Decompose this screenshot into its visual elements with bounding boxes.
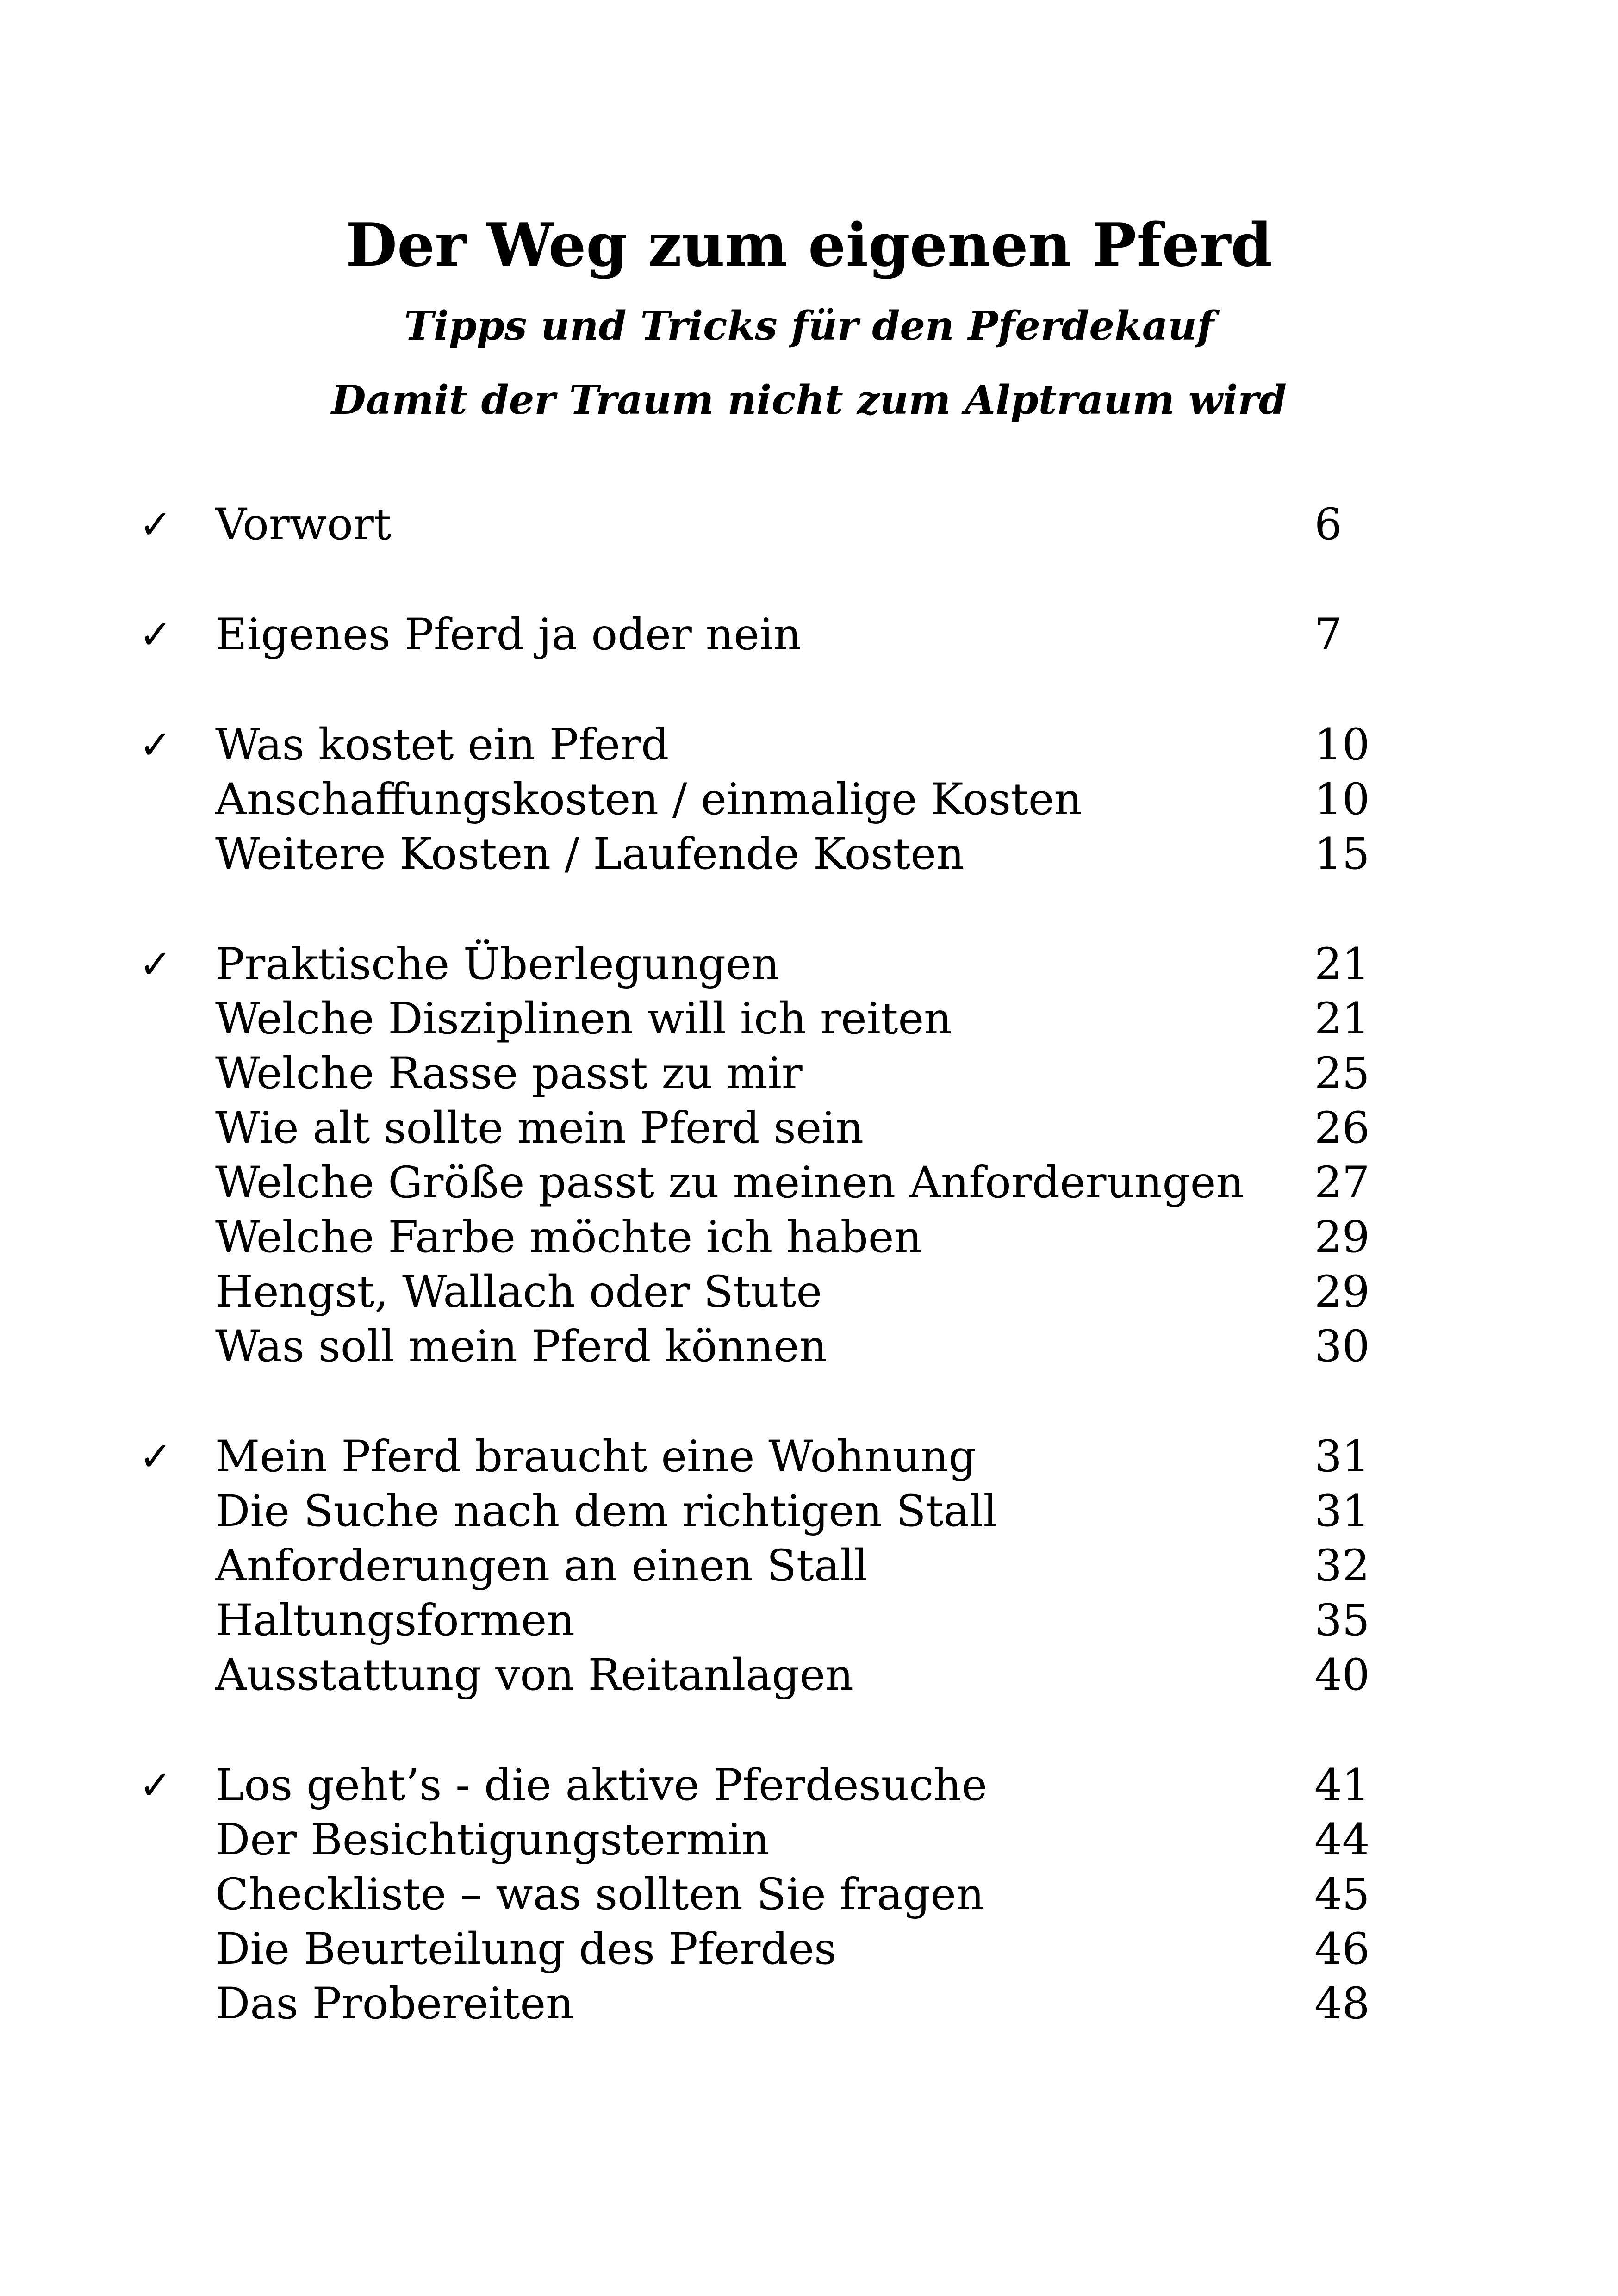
toc-section-label: Los geht’s - die aktive Pferdesuche <box>215 1760 988 1811</box>
toc-page-number: 10 <box>1314 774 1370 825</box>
toc-item-label: Die Beurteilung des Pferdes <box>215 1924 837 1974</box>
toc-item-label: Checkliste – was sollten Sie fragen <box>215 1869 984 1920</box>
toc-page-number: 6 <box>1314 499 1342 550</box>
toc-item <box>139 1484 1388 1539</box>
toc-item <box>139 1101 1388 1156</box>
toc-page-number: 31 <box>1314 1486 1370 1537</box>
toc-item <box>139 1156 1388 1210</box>
toc-section-label: Mein Pferd braucht eine Wohnung <box>215 1431 977 1482</box>
toc-item <box>139 1210 1388 1265</box>
toc-section <box>139 608 1388 662</box>
checkmark-icon: ✓ <box>139 502 173 548</box>
toc-item <box>139 1319 1388 1374</box>
toc-item-label: Welche Disziplinen will ich reiten <box>215 994 952 1044</box>
toc-item-label: Was soll mein Pferd können <box>215 1321 828 1372</box>
checkmark-icon: ✓ <box>139 612 173 658</box>
toc-page-number: 48 <box>1314 1979 1370 2029</box>
toc-page-number: 10 <box>1314 720 1370 770</box>
toc-item <box>139 772 1388 827</box>
toc-section <box>139 1430 1388 1484</box>
toc-item <box>139 1593 1388 1648</box>
table-of-contents <box>139 498 1388 2031</box>
toc-item-label: Anforderungen an einen Stall <box>215 1541 868 1591</box>
toc-section-label: Praktische Überlegungen <box>215 939 780 989</box>
checkmark-icon: ✓ <box>139 1434 173 1480</box>
toc-page-number: 26 <box>1314 1103 1370 1153</box>
toc-item <box>139 1922 1388 1977</box>
toc-section-label: Eigenes Pferd ja oder nein <box>215 610 802 660</box>
toc-page-number: 25 <box>1314 1048 1370 1099</box>
toc-page-number: 29 <box>1314 1267 1370 1317</box>
toc-page-number: 45 <box>1314 1869 1370 1920</box>
toc-item-label: Welche Größe passt zu meinen Anforderungen <box>215 1157 1244 1208</box>
subtitle-tips: Tipps und Tricks für den Pferdekauf <box>404 303 1214 349</box>
toc-section <box>139 718 1388 772</box>
toc-section <box>139 937 1388 992</box>
toc-item-label: Ausstattung von Reitanlagen <box>215 1650 853 1700</box>
toc-page-number: 27 <box>1314 1157 1370 1208</box>
toc-page-number: 29 <box>1314 1212 1370 1263</box>
toc-item <box>139 1977 1388 2031</box>
toc-page-number: 21 <box>1314 994 1370 1044</box>
toc-page-number: 40 <box>1314 1650 1370 1700</box>
toc-item-label: Welche Rasse passt zu mir <box>215 1048 803 1099</box>
toc-item-label: Haltungsformen <box>215 1595 575 1646</box>
toc-page-number: 41 <box>1314 1760 1370 1811</box>
toc-item-label: Welche Farbe möchte ich haben <box>215 1212 922 1263</box>
page-title: Der Weg zum eigenen Pferd <box>346 211 1272 280</box>
toc-item <box>139 1265 1388 1319</box>
toc-page-number: 30 <box>1314 1321 1370 1372</box>
toc-page-number: 35 <box>1314 1595 1370 1646</box>
toc-section <box>139 498 1388 552</box>
toc-item <box>139 1046 1388 1101</box>
toc-item <box>139 1867 1388 1922</box>
toc-page-number: 44 <box>1314 1815 1370 1865</box>
toc-page-number: 7 <box>1314 610 1342 660</box>
checkmark-icon: ✓ <box>139 941 173 988</box>
toc-page-number: 46 <box>1314 1924 1370 1974</box>
toc-section <box>139 1758 1388 1813</box>
toc-item <box>139 1813 1388 1867</box>
toc-item <box>139 992 1388 1046</box>
toc-item-label: Hengst, Wallach oder Stute <box>215 1267 822 1317</box>
toc-page-number: 31 <box>1314 1431 1370 1482</box>
toc-item-label: Das Probereiten <box>215 1979 574 2029</box>
toc-item <box>139 827 1388 882</box>
toc-page-number: 21 <box>1314 939 1370 989</box>
toc-item-label: Der Besichtigungstermin <box>215 1815 770 1865</box>
toc-item-label: Anschaffungskosten / einmalige Kosten <box>215 774 1083 825</box>
checkmark-icon: ✓ <box>139 1762 173 1809</box>
toc-section-label: Vorwort <box>215 499 392 550</box>
toc-item-label: Weitere Kosten / Laufende Kosten <box>215 829 965 879</box>
toc-page-number: 32 <box>1314 1541 1370 1591</box>
toc-item-label: Die Suche nach dem richtigen Stall <box>215 1486 997 1537</box>
toc-item-label: Wie alt sollte mein Pferd sein <box>215 1103 864 1153</box>
toc-item <box>139 1539 1388 1593</box>
toc-page-number: 15 <box>1314 829 1370 879</box>
toc-section-label: Was kostet ein Pferd <box>215 720 669 770</box>
toc-item <box>139 1648 1388 1703</box>
subtitle-dream: Damit der Traum nicht zum Alptraum wird <box>331 377 1287 423</box>
checkmark-icon: ✓ <box>139 722 173 768</box>
